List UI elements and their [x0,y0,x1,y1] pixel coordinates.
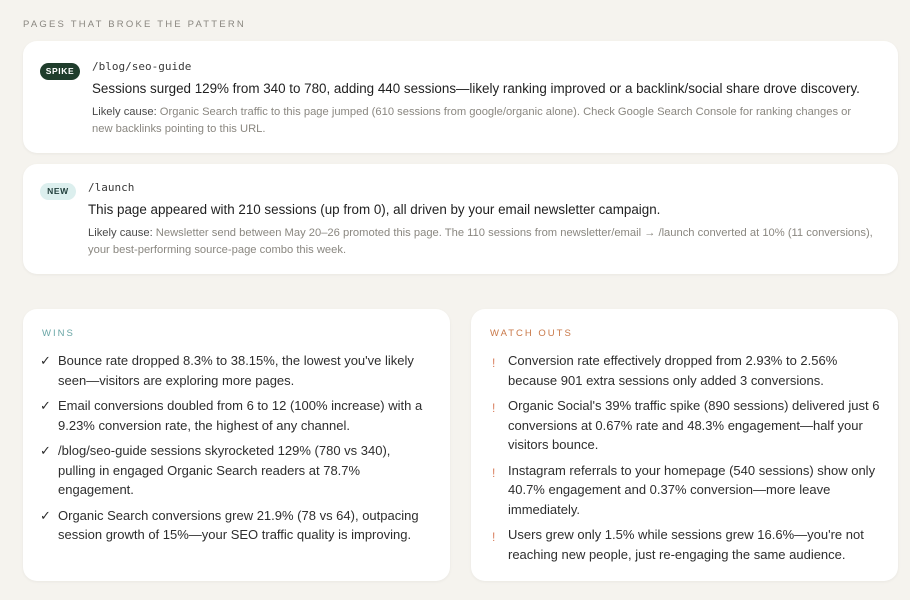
warning-icon: ! [492,401,496,415]
pattern-card-launch [23,164,898,274]
list-item-text-cont: engagement. [58,482,134,497]
spike-badge: SPIKE [40,63,80,80]
list-item-text-cont: because 901 extra sessions only added 3 conversions. [508,372,824,388]
list-item-text-cont: pulling in engaged Organic Search readers at 78.7% [58,462,361,478]
list-item [490,396,879,455]
list-item-text-cont: immediately. [508,501,581,517]
list-item-text-cont: visitors bounce. [508,437,599,452]
list-item-text: Bounce rate dropped 8.3% to 38.15%, the lowest you've likely [58,353,414,368]
list-item [40,351,422,390]
watch-outs-card [471,309,898,581]
list-item [490,525,879,564]
list-item-text: Conversion rate effectively dropped from 2.93% to 2.56% [508,353,838,368]
list-item-text: /blog/seo-guide sessions skyrocketed 129% (780 vs 340), [58,443,391,458]
likely-cause-text: Organic Search traffic to this page jumped (610 sessions from google/organic alone). Check Google Search Console for ranking changes or [159,106,852,118]
new-badge: NEW [40,183,76,200]
likely-cause-label: Likely cause: [88,227,153,239]
check-icon: ✓ [40,443,51,458]
warning-icon: ! [492,356,496,370]
list-item [40,506,422,545]
list-item-text: Email conversions doubled from 6 to 12 (100% increase) with a [58,398,423,413]
pattern-headline: This page appeared with 210 sessions (up from 0), all driven by your email newsletter campaign. [88,202,661,217]
list-item-text-cont: reaching new people, just re-engaging the same audience. [508,546,846,562]
list-item-text-cont: seen—visitors are exploring more pages. [58,372,295,388]
section-title: PAGES THAT BROKE THE PATTERN [23,19,246,30]
check-icon: ✓ [40,398,51,413]
list-item-text-cont: 9.23% conversion rate, the highest of any channel. [58,417,350,433]
wins-title: WINS [42,328,75,339]
list-item-text: Users grew only 1.5% while sessions grew 16.6%—you're not [508,527,864,542]
likely-cause [92,104,892,138]
check-icon: ✓ [40,353,51,368]
page-path: /blog/seo-guide [92,60,192,73]
list-item [490,351,879,390]
likely-cause [88,225,888,259]
warning-icon: ! [492,530,496,544]
watch-outs-list [490,351,879,570]
likely-cause-text-cont: your best-performing source-page combo this week. [88,244,347,256]
list-item-text-cont: conversions at 0.67% rate and 48.3% engagement—half your [508,417,863,433]
page-path: /launch [88,181,135,194]
list-item-text-cont: 40.7% engagement and 0.37% conversion—more leave [508,482,831,497]
list-item-text-cont: session growth of 15%—your SEO traffic quality is improving. [58,527,412,542]
watch-outs-title: WATCH OUTS [490,328,573,339]
warning-icon: ! [492,465,496,480]
likely-cause-text-cont: new backlinks pointing to this URL. [92,123,266,135]
pattern-headline: Sessions surged 129% from 340 to 780, adding 440 sessions—likely ranking improved or a backlink/social share drove discovery. [92,81,860,96]
list-item-text: Instagram referrals to your homepage (540 sessions) show only [508,462,876,478]
list-item [40,441,422,500]
list-item [40,396,422,435]
check-icon: ✓ [40,507,51,523]
list-item-text: Organic Search conversions grew 21.9% (78 vs 64), outpacing [58,507,419,523]
wins-list [40,351,422,551]
list-item [490,461,879,520]
wins-card [23,309,450,581]
list-item-text: Organic Social's 39% traffic spike (890 sessions) delivered just 6 [508,398,880,413]
likely-cause-text: Newsletter send between May 20–26 promoted this page. The 110 sessions from newsletter/email → /launch converted at 10% (11 conversions), [155,227,873,239]
likely-cause-label: Likely cause: [92,106,157,118]
pattern-card-seo-guide [23,41,898,153]
